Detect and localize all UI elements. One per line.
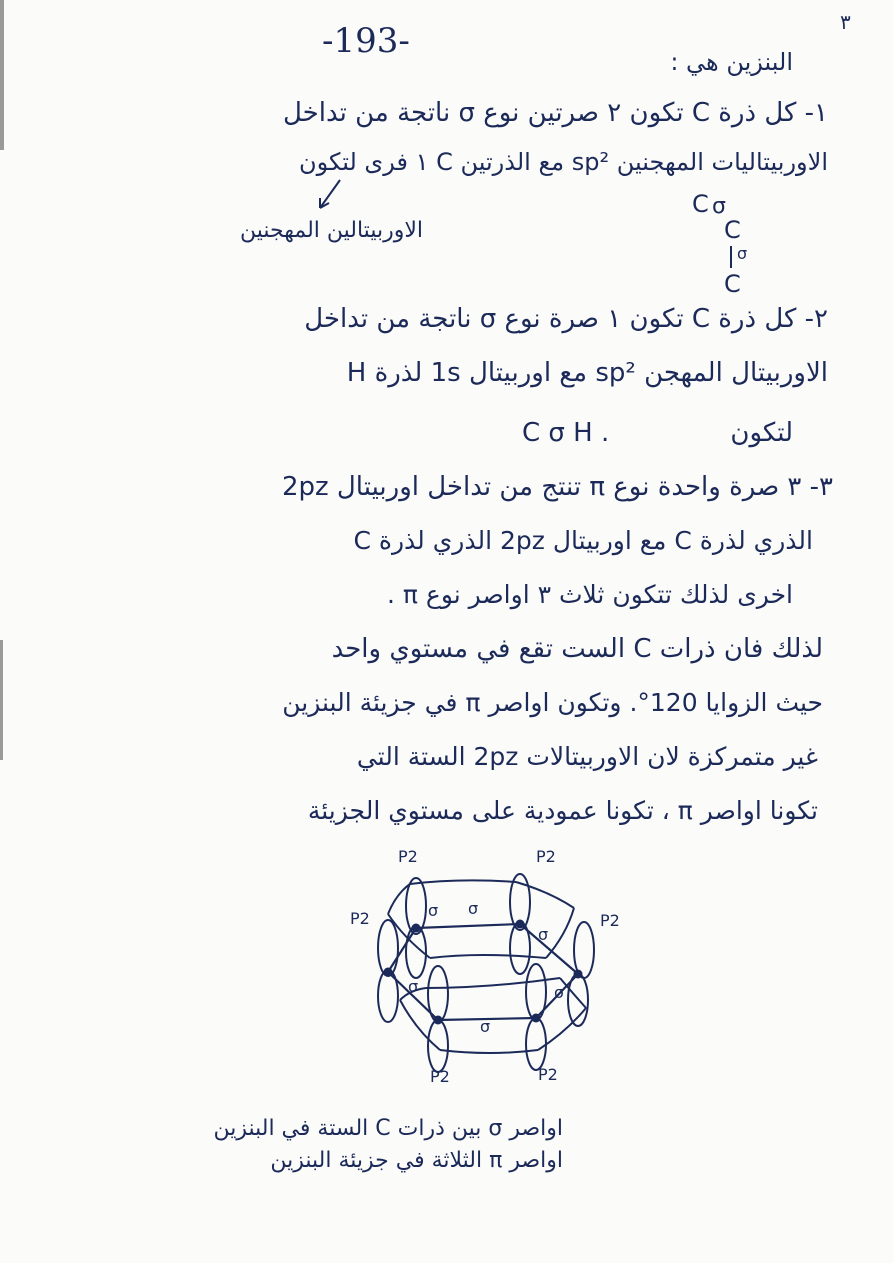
item3-line1: ٣- ٣ صرة واحدة نوع π تنتج من تداخل اوربيتال 2pz: [281, 472, 833, 502]
chain-atom-1: C: [692, 190, 709, 218]
sigma-label-lower-left: σ: [408, 977, 419, 996]
item2-formula: C σ H .: [522, 418, 610, 448]
item1-note: الاوربيتالين المهجنين: [240, 218, 423, 243]
item2-line3: لتكون: [730, 418, 793, 448]
item1-line1: ١- كل ذرة C تكون ٢ صرتين نوع σ ناتجة من تداخل: [282, 98, 828, 128]
paragraph-line3: غير متمركزة لان الاوربيتالات 2pz الستة التي: [356, 742, 818, 771]
page-edge-shadow-lower: [0, 640, 3, 760]
chain-bond-2: σ: [737, 244, 748, 263]
orbital-label-right: P2: [600, 911, 620, 930]
orbital-label-top-right: P2: [536, 847, 556, 866]
sigma-label-top: σ: [468, 899, 479, 918]
figure-caption-line1: اواصر σ بين ذرات C الستة في البنزين: [213, 1116, 563, 1141]
paragraph-line1: لذلك فان ذرات C الست تقع في مستوي واحد: [331, 634, 823, 664]
item3-line2: الذري لذرة C مع اوربيتال 2pz الذري لذرة C: [353, 526, 813, 555]
heading: البنزين هي :: [670, 48, 793, 76]
benzene-orbital-diagram: [330, 840, 650, 1090]
chain-atom-3: C: [724, 270, 741, 298]
sigma-label-bottom: σ: [480, 1017, 491, 1036]
orbital-label-left: P2: [350, 909, 370, 928]
chain-bond-1: σ: [712, 194, 726, 219]
sigma-label-upper-right: σ: [538, 925, 549, 944]
page-number: -193-: [322, 21, 410, 61]
item1-line2: الاوربيتاليات المهجنين sp² مع الذرتين C ١ فرى لتكون: [298, 148, 828, 176]
item2-line1: ٢- كل ذرة C تكون ١ صرة نوع σ ناتجة من تداخل: [304, 304, 828, 334]
corner-mark: ٣: [840, 10, 851, 34]
sigma-hexagon: [388, 924, 578, 1020]
carbon-nuclei: [384, 920, 583, 1025]
sigma-label-lower-right: σ: [554, 983, 565, 1002]
item3-line3: اخرى لذلك تتكون ثلاث ٣ اواصر نوع π .: [387, 580, 793, 609]
paragraph-line4: تكونا اواصر π ، تكونا عمودية على مستوي الجزيئة: [307, 796, 818, 825]
orbital-label-bottom-right: P2: [538, 1065, 558, 1084]
figure-caption-line2: اواصر π الثلاثة في جزيئة البنزين: [270, 1148, 563, 1173]
pz-lobes: [378, 874, 594, 1072]
chain-bond-line: [730, 246, 732, 268]
orbital-label-bottom-left: P2: [430, 1067, 450, 1086]
paragraph-line2: حيث الزوايا 120°. وتكون اواصر π في جزيئة البنزين: [282, 688, 823, 717]
orbital-label-top-left: P2: [398, 847, 418, 866]
item2-line2: الاوربيتال المهجن sp² مع اوربيتال 1s لذرة H: [346, 358, 828, 388]
page-edge-shadow: [0, 0, 4, 150]
sigma-label-upper-left: σ: [428, 901, 439, 920]
note-arrow: [300, 176, 360, 216]
chain-atom-2: C: [724, 216, 741, 244]
